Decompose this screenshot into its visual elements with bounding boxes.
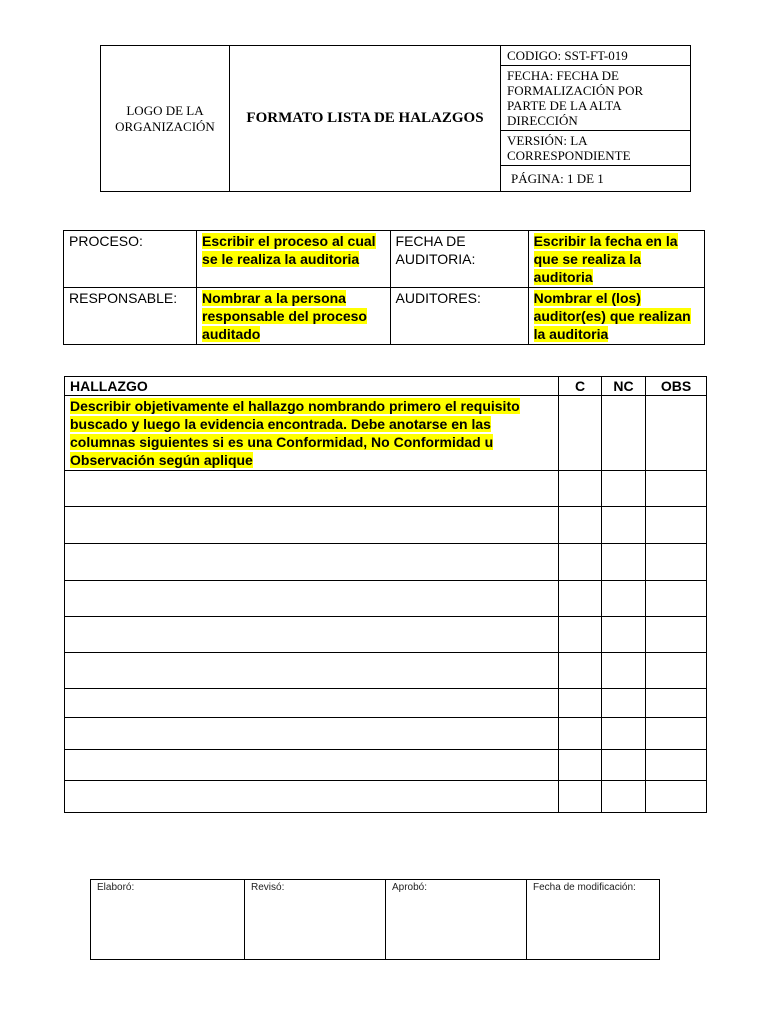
table-row [65, 750, 707, 781]
hallazgo-cell[interactable] [65, 581, 559, 617]
elaboro-cell[interactable] [91, 880, 245, 960]
obs-cell[interactable] [646, 718, 707, 750]
obs-cell[interactable] [646, 750, 707, 781]
hallazgo-instruction: Describir objetivamente el hallazgo nombrando primero el requisito buscado y luego la evidencia encontrada. Debe anotarse en las columnas siguientes si es una Conformidad, No Conformidad u Observación según aplique [70, 398, 520, 468]
c-cell[interactable] [559, 653, 602, 689]
hallazgo-header: HALLAZGO [65, 377, 559, 396]
table-row [65, 581, 707, 617]
document-title: FORMATO LISTA DE HALAZGOS [230, 46, 501, 192]
auditores-value-cell[interactable] [528, 288, 704, 345]
c-cell[interactable] [559, 581, 602, 617]
version-cell: VERSIÓN: LA CORRESPONDIENTE [501, 131, 691, 166]
c-header: C [559, 377, 602, 396]
nc-cell[interactable] [602, 544, 646, 581]
table-row [65, 544, 707, 581]
c-cell[interactable] [559, 471, 602, 507]
obs-cell[interactable] [646, 544, 707, 581]
fecha-auditoria-value: Escribir la fecha en la que se realiza la auditoria [533, 233, 678, 285]
nc-cell[interactable] [602, 750, 646, 781]
hallazgo-cell[interactable] [65, 617, 559, 653]
c-cell[interactable] [559, 544, 602, 581]
hallazgo-cell[interactable] [65, 507, 559, 544]
nc-cell[interactable] [602, 781, 646, 813]
responsable-label: RESPONSABLE: [64, 288, 197, 345]
fecha-modificacion-label: Fecha de modificación: [533, 882, 636, 893]
fecha-auditoria-value-cell[interactable] [528, 231, 704, 288]
aprobo-cell[interactable] [386, 880, 527, 960]
c-cell[interactable] [559, 617, 602, 653]
table-row [65, 471, 707, 507]
obs-header: OBS [646, 377, 707, 396]
hallazgo-cell[interactable] [65, 750, 559, 781]
logo-placeholder: LOGO DE LA ORGANIZACIÓN [101, 46, 230, 192]
hallazgo-cell[interactable] [65, 544, 559, 581]
nc-cell[interactable] [602, 617, 646, 653]
proceso-table [63, 230, 705, 345]
table-row [65, 507, 707, 544]
obs-cell[interactable] [646, 471, 707, 507]
responsable-value: Nombrar a la persona responsable del proceso auditado [202, 290, 367, 342]
obs-cell[interactable] [646, 396, 707, 471]
auditores-value: Nombrar el (los) auditor(es) que realizan la auditoria [533, 290, 691, 342]
reviso-label: Revisó: [251, 882, 285, 893]
proceso-label: PROCESO: [64, 231, 197, 288]
fecha-modificacion-cell[interactable] [527, 880, 660, 960]
nc-cell[interactable] [602, 396, 646, 471]
table-row [65, 396, 707, 471]
obs-cell[interactable] [646, 653, 707, 689]
table-row [65, 689, 707, 718]
proceso-value-cell[interactable] [197, 231, 391, 288]
nc-cell[interactable] [602, 653, 646, 689]
hallazgo-cell[interactable] [65, 689, 559, 718]
obs-cell[interactable] [646, 689, 707, 718]
c-cell[interactable] [559, 689, 602, 718]
nc-cell[interactable] [602, 718, 646, 750]
obs-cell[interactable] [646, 581, 707, 617]
nc-cell[interactable] [602, 471, 646, 507]
table-row [65, 781, 707, 813]
hallazgo-cell[interactable] [65, 781, 559, 813]
nc-cell[interactable] [602, 689, 646, 718]
hallazgos-table [64, 376, 707, 813]
aprobo-label: Aprobó: [392, 882, 428, 893]
document-header [100, 45, 691, 192]
obs-cell[interactable] [646, 781, 707, 813]
table-row [65, 653, 707, 689]
c-cell[interactable] [559, 718, 602, 750]
codigo-cell: CODIGO: SST-FT-019 [501, 46, 691, 66]
c-cell[interactable] [559, 781, 602, 813]
pagina-cell: PÁGINA: 1 DE 1 [501, 166, 691, 192]
c-cell[interactable] [559, 750, 602, 781]
nc-cell[interactable] [602, 581, 646, 617]
c-cell[interactable] [559, 396, 602, 471]
elaboro-label: Elaboró: [97, 882, 135, 893]
obs-cell[interactable] [646, 617, 707, 653]
hallazgo-cell[interactable] [65, 718, 559, 750]
table-row [65, 617, 707, 653]
c-cell[interactable] [559, 507, 602, 544]
reviso-cell[interactable] [245, 880, 386, 960]
fecha-auditoria-label: FECHA DE AUDITORIA: [390, 231, 528, 288]
nc-header: NC [602, 377, 646, 396]
hallazgo-cell[interactable] [65, 396, 559, 471]
hallazgo-cell[interactable] [65, 471, 559, 507]
firmas-table [90, 879, 660, 960]
hallazgo-cell[interactable] [65, 653, 559, 689]
auditores-label: AUDITORES: [390, 288, 528, 345]
fecha-cell: FECHA: FECHA DE FORMALIZACIÓN POR PARTE DE LA ALTA DIRECCIÓN [501, 66, 691, 131]
table-row [65, 718, 707, 750]
nc-cell[interactable] [602, 507, 646, 544]
proceso-value: Escribir el proceso al cual se le realiza la auditoria [202, 233, 376, 267]
responsable-value-cell[interactable] [197, 288, 391, 345]
obs-cell[interactable] [646, 507, 707, 544]
